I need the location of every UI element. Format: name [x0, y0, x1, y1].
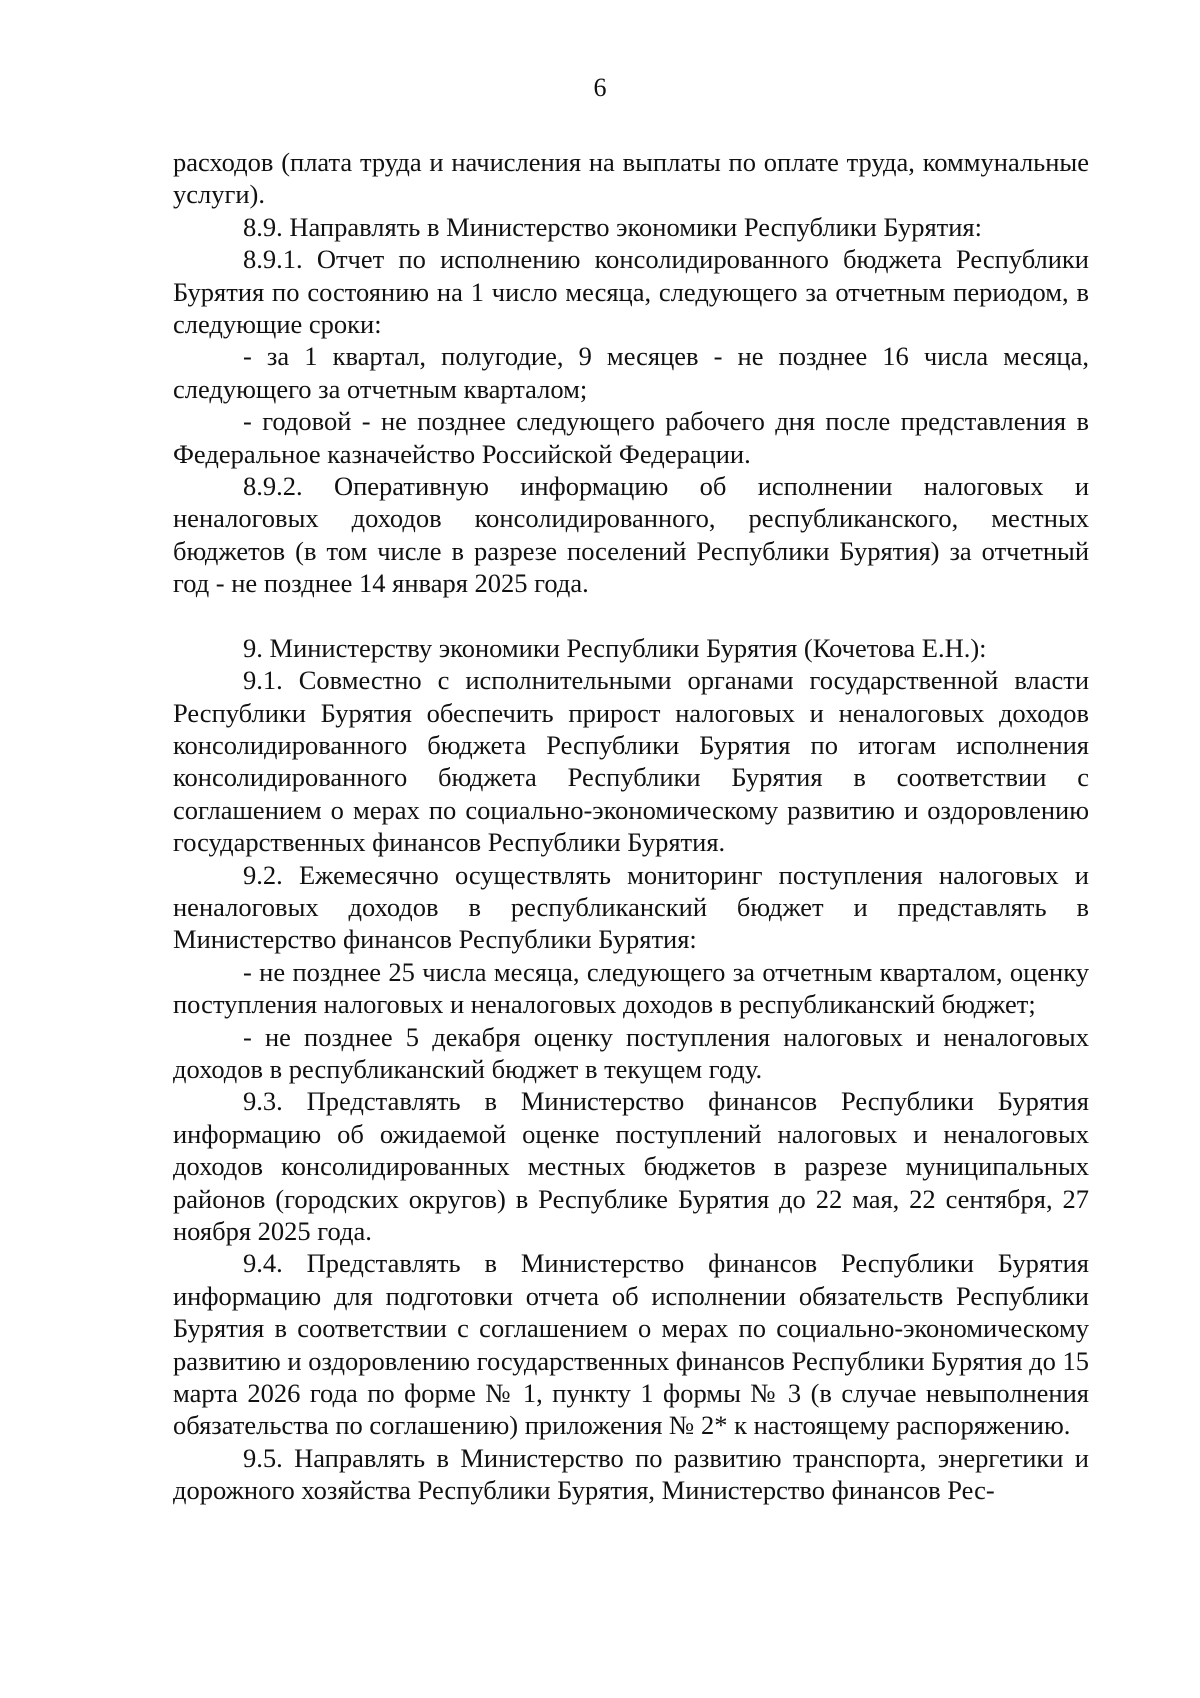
document-body: [173, 146, 1089, 1507]
paragraph-8-9: 8.9. Направлять в Министерство экономики Республики Бурятия:: [243, 211, 982, 242]
paragraph-expenses-continuation: расходов (плата труда и начисления на выплаты по оплате труда, коммунальные услуги).: [173, 147, 1089, 210]
paragraph-9-4: 9.4. Представлять в Министерство финансов Республики Бурятия информацию для подготовки отчета об исполнении обязательств Республики Бурятия в соответствии с соглашением о мерах по социально-экономическому развитию и оздоровлению государственных финансов Республики Бурятия до 15 марта 2026 года по форме № 1, пункту 1 формы № 3 (в случае невыполнения обязательства по соглашению) приложения № 2* к настоящему распоряжению.: [173, 1248, 1089, 1441]
paragraph-8-9-1-quarterly: - за 1 квартал, полугодие, 9 месяцев - не позднее 16 числа месяца, следующего за отчетным кварталом;: [173, 341, 1089, 404]
paragraph-9-1: 9.1. Совместно с исполнительными органами государственной власти Республики Бурятия обеспечить прирост налоговых и неналоговых доходов консолидированного бюджета Республики Бурятия по итогам исполнения консолидированного бюджета Республики Бурятия в соответствии с соглашением о мерах по социально-экономическому развитию и оздоровлению государственных финансов Республики Бурятия.: [173, 665, 1089, 858]
paragraph-9-2-december: - не позднее 5 декабря оценку поступления налоговых и неналоговых доходов в республиканский бюджет в текущем году.: [173, 1021, 1089, 1084]
paragraph-9-3: 9.3. Представлять в Министерство финансов Республики Бурятия информацию об ожидаемой оценке поступлений налоговых и неналоговых доходов консолидированных местных бюджетов в разрезе муниципальных районов (городских округов) в Республике Бурятия до 22 мая, 22 сентября, 27 ноября 2025 года.: [173, 1086, 1089, 1246]
paragraph-8-9-2: 8.9.2. Оперативную информацию об исполнении налоговых и неналоговых доходов консолидированного, республиканского, местных бюджетов (в том числе в разрезе поселений Республики Бурятия) за отчетный год - не позднее 14 января 2025 года.: [173, 471, 1089, 599]
section-spacer: [173, 600, 1089, 632]
paragraph-8-9-1: 8.9.1. Отчет по исполнению консолидированного бюджета Республики Бурятия по состоянию на 1 число месяца, следующего за отчетным периодом, в следующие сроки:: [173, 244, 1089, 340]
paragraph-9-2: 9.2. Ежемесячно осуществлять мониторинг поступления налоговых и неналоговых доходов в республиканский бюджет и представлять в Министерство финансов Республики Бурятия:: [173, 859, 1089, 955]
paragraph-8-9-1-annual: - годовой - не позднее следующего рабочего дня после представления в Федеральное казначейство Российской Федерации.: [173, 406, 1089, 469]
paragraph-9: 9. Министерству экономики Республики Бурятия (Кочетова Е.Н.):: [243, 632, 987, 663]
page-number: 6: [593, 73, 607, 102]
paragraph-9-2-quarterly: - не позднее 25 числа месяца, следующего за отчетным кварталом, оценку поступления налоговых и неналоговых доходов в республиканский бюджет;: [173, 956, 1089, 1020]
paragraph-9-5: 9.5. Направлять в Министерство по развитию транспорта, энергетики и дорожного хозяйства Республики Бурятия, Министерство финансов Рес-: [173, 1442, 1089, 1506]
